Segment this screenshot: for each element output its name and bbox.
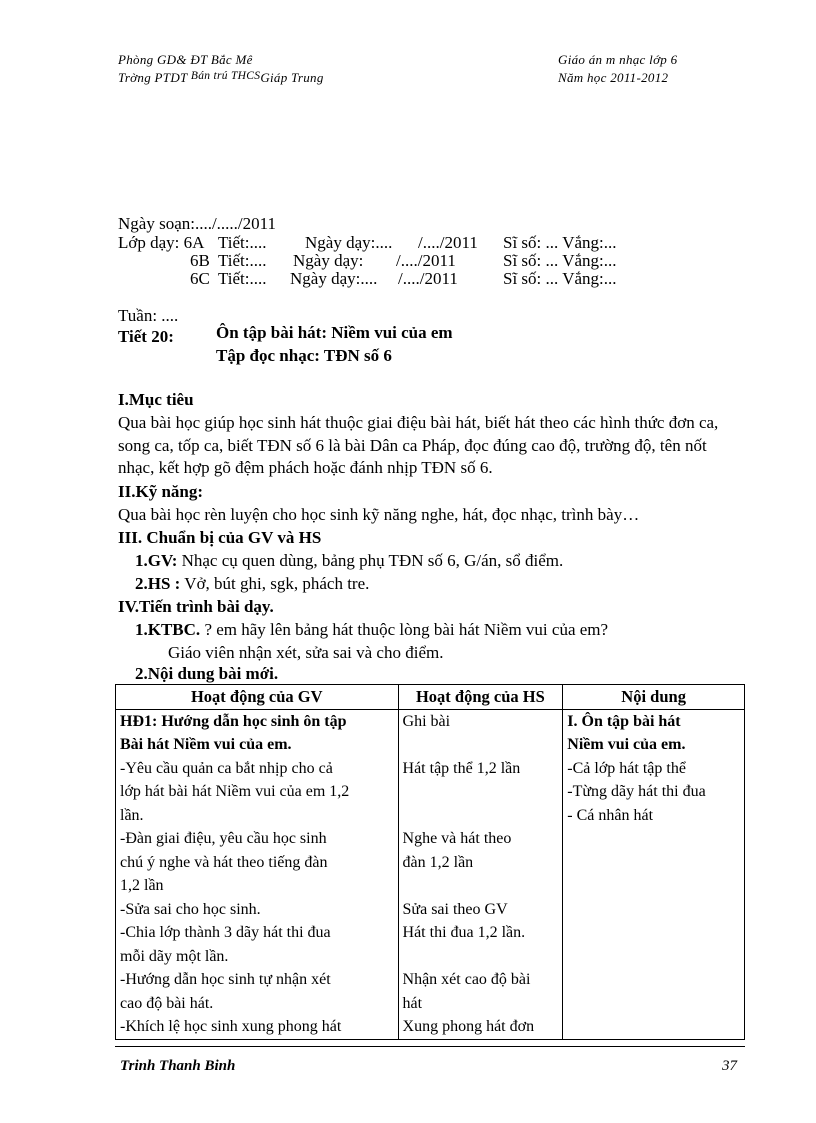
gv-column [116, 709, 399, 1039]
header-school-name [118, 70, 324, 86]
tien-trinh-heading: IV.Tiến trình bài dạy. [118, 597, 274, 616]
header-school-year: Năm học 2011-2012 [558, 70, 669, 85]
header-noi-dung: Nội dung [563, 685, 745, 710]
table-header-row [116, 685, 745, 710]
ktbc-text: ? em hãy lên bảng hát thuộc lòng bài hát Niềm vui của em? [200, 620, 609, 639]
ktbc-label: 1.KTBC. [135, 620, 201, 639]
hs-line: Xung phong hát đơn [402, 1018, 535, 1035]
header-gv: Hoạt động của GV [116, 685, 399, 710]
header-school-location: Giáp Trung [260, 70, 324, 85]
row-6c-si-so: Sĩ số: ... Vắng:... [503, 269, 617, 288]
row-6a-class: Lớp dạy: 6A [118, 233, 205, 252]
hs-line [403, 874, 559, 898]
footer-rule [115, 1046, 745, 1047]
nd-line: - Cá nhân hát [567, 806, 654, 824]
nd-line: Niềm vui của em. [567, 736, 686, 753]
hs-line: Hát tập thể 1,2 lần [402, 759, 521, 777]
gv-line: -Chia lớp thành 3 dãy hát thi đua [120, 924, 331, 941]
page-number: 37 [722, 1058, 737, 1074]
hs-text: Vở, bút ghi, sgk, phách tre. [180, 574, 370, 593]
hs-line: đàn 1,2 lần [402, 853, 474, 871]
hs-line: Nghe và hát theo [402, 830, 512, 847]
row-6c-class: 6C [190, 269, 210, 288]
ky-nang-text: Qua bài học rèn luyện cho học sinh kỹ năng nghe, hát, đọc nhạc, trình bày… [118, 505, 640, 524]
header-subject: Giáo án m nhạc lớp 6 [558, 52, 678, 67]
row-6b-ngay: Ngày dạy: [293, 251, 364, 270]
gv-line: -Sửa sai cho học sinh. [120, 900, 261, 918]
footer-author: Trinh Thanh Binh [120, 1058, 236, 1074]
hs-line [403, 780, 559, 804]
chuan-bi-heading: III. Chuẩn bị của GV và HS [118, 528, 322, 547]
hs-line [403, 804, 559, 828]
gv-line: -Đàn giai điệu, yêu cầu học sinh [120, 830, 327, 847]
header-hs: Hoạt động của HS [398, 685, 563, 710]
row-6c-ngay: Ngày dạy:.... [290, 269, 378, 288]
tiet-label: Tiết 20: [118, 327, 174, 346]
nd-line: I. Ôn tập bài hát [567, 712, 681, 730]
muc-tieu-heading: I.Mục tiêu [118, 390, 194, 409]
header-school-boarding: Bán trú THCS [190, 70, 261, 82]
hs-line: Hát thi đua 1,2 lần. [402, 924, 526, 941]
hs-line: Nhận xét cao độ bài [402, 971, 531, 988]
table-row [116, 709, 745, 1039]
header-school-office: Phòng GD& ĐT Bắc Mê [118, 52, 253, 67]
muc-tieu-text: Qua bài học giúp học sinh hát thuộc giai điệu bài hát, biết hát theo các hình thức đơn ca, song ca, tốp ca, biết TĐN số 6 là bài Dân ca Pháp, đọc đúng cao độ, trường độ, tên nốt nhạc, kết hợp gõ đệm phách hoặc đánh nhịp TĐN số 6. [118, 413, 719, 477]
hs-line: hát [402, 994, 423, 1012]
hs-line: Ghi bài [402, 712, 451, 730]
hs-column [398, 709, 563, 1039]
ky-nang-heading: II.Kỹ năng: [118, 482, 204, 501]
gv-line: -Khích lệ học sinh xung phong hát [120, 1018, 342, 1035]
row-6c-tiet: Tiết:.... [218, 269, 267, 288]
gv-text: Nhạc cụ quen dùng, bảng phụ TĐN số 6, G/án, sổ điểm. [177, 551, 564, 570]
tuan: Tuần: .... [118, 306, 179, 325]
row-6b-class: 6B [190, 251, 210, 270]
gv-line: cao độ bài hát. [120, 994, 214, 1012]
row-6a-tiet: Tiết:.... [218, 233, 267, 252]
row-6b-date: /..../2011 [396, 251, 456, 270]
row-6a-ngay: Ngày dạy:.... [305, 233, 393, 252]
ngay-soan: Ngày soạn:..../...../2011 [118, 214, 277, 233]
hs-line [403, 945, 559, 969]
gv-line: -Yêu cầu quản ca bắt nhịp cho cả [120, 759, 333, 777]
gv-line: mỗi dãy một lần. [120, 947, 229, 965]
row-6b-si-so: Sĩ số: ... Vắng:... [503, 251, 617, 270]
header-school-type: Trờng PTDT [118, 70, 188, 85]
row-6a-date: /..../2011 [418, 233, 478, 252]
hs-line [403, 733, 559, 757]
gv-line: HĐ1: Hướng dẫn học sinh ôn tập [120, 712, 347, 730]
hs-label: 2.HS : [135, 574, 181, 593]
gv-line: lần. [120, 806, 144, 824]
lesson-title-1: Ôn tập bài hát: Niềm vui của em [216, 323, 453, 342]
row-6c-date: /..../2011 [398, 269, 458, 288]
gv-label: 1.GV: [135, 551, 178, 570]
noi-dung-column [563, 709, 745, 1039]
nd-line: -Cả lớp hát tập thể [567, 759, 686, 777]
gv-prep [135, 550, 745, 573]
row-6b-tiet: Tiết:.... [218, 251, 267, 270]
noi-dung-heading: 2.Nội dung bài mới. [135, 664, 279, 683]
hs-line: Sửa sai theo GV [402, 900, 508, 918]
gv-line: lớp hát bài hát Niềm vui của em 1,2 [120, 783, 350, 800]
ktbc [135, 619, 745, 642]
gv-line: -Hướng dẫn học sinh tự nhận xét [120, 971, 331, 988]
lesson-title-2: Tập đọc nhạc: TĐN số 6 [216, 346, 392, 365]
ktbc-text-2: Giáo viên nhận xét, sửa sai và cho điểm. [168, 643, 444, 662]
gv-line: Bài hát Niềm vui của em. [120, 736, 292, 753]
gv-line: chú ý nghe và hát theo tiếng đàn [120, 853, 328, 871]
hs-prep [135, 573, 745, 596]
lesson-activity-table [115, 684, 745, 1040]
gv-line: 1,2 lần [120, 877, 164, 894]
nd-line: -Từng dãy hát thi đua [567, 783, 706, 800]
row-6a-si-so: Sĩ số: ... Vắng:... [503, 233, 617, 252]
